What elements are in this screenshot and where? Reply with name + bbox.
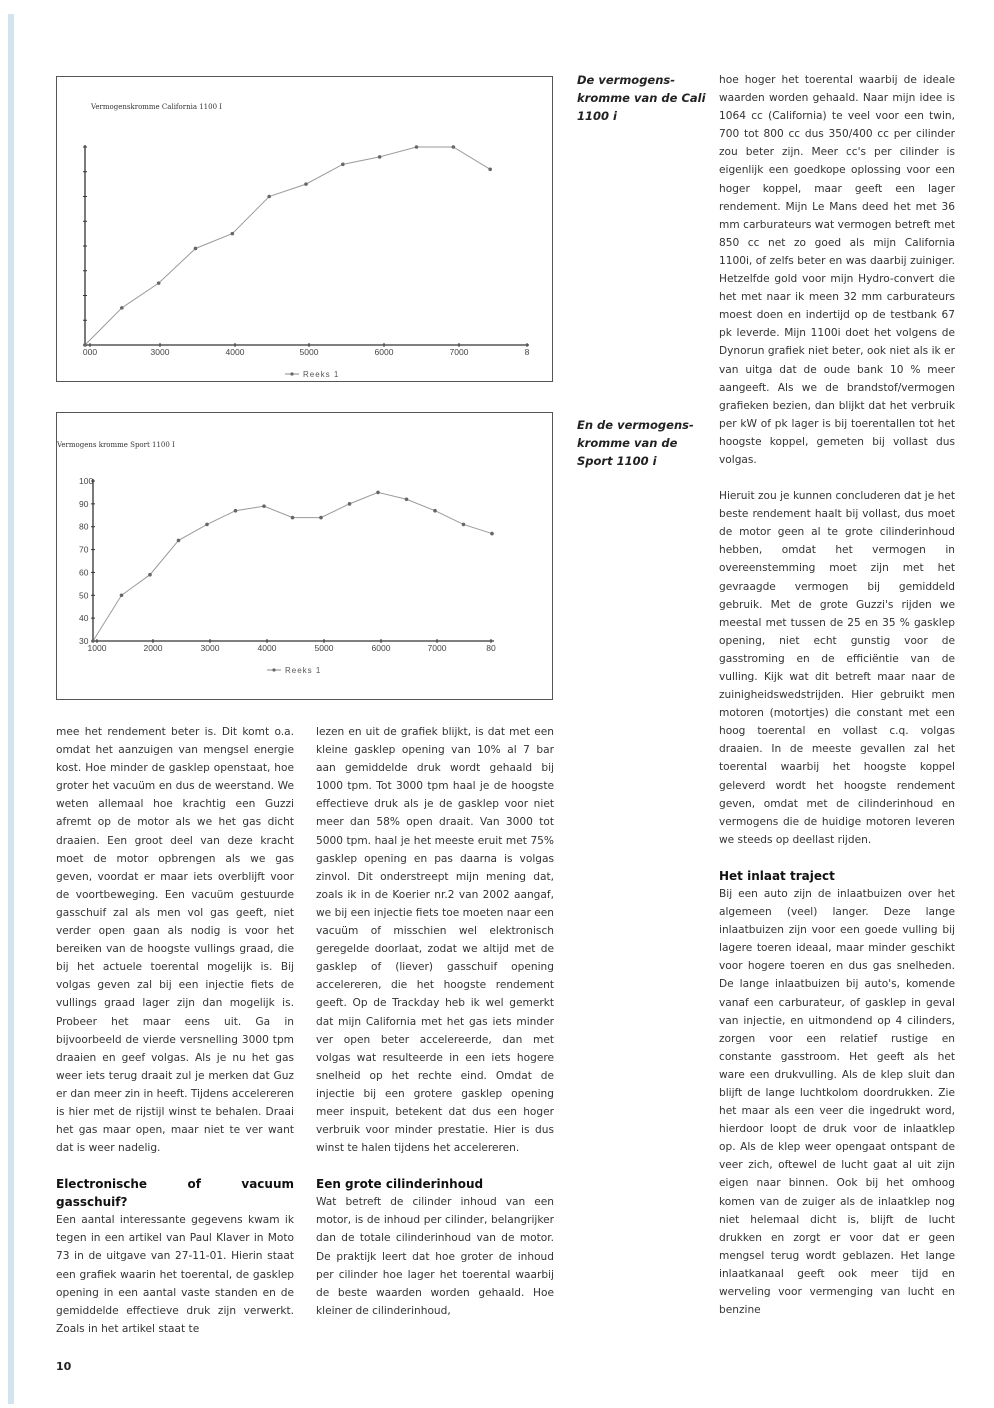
svg-text:8: 8	[524, 347, 530, 357]
chart-sport-1100i	[56, 412, 553, 700]
svg-text:2000: 2000	[143, 643, 163, 653]
svg-text:7000: 7000	[449, 347, 469, 357]
svg-text:Reeks 1: Reeks 1	[285, 666, 322, 675]
paragraph: Bij een auto zijn de inlaatbuizen over het algemeen (veel) langer. Deze lange inlaatbuizen zijn voor een goede vulling bij lagere toeren ideaal, maar minder geschikt voor hogere toeren en dus gas snelheden. De lange inlaatbuizen bij auto's, komende vanaf een carburateur, of gasklep in geval van injectie, en uitmondend op 4 cilinders, zorgen voor een relatief rustige en constante gasstroom. Het geeft als het ware een drukvulling. Als de klep sluit dan blijft de lange luchtkolom doordrukken. Zie het maar als een veer die ingedrukt word, hierdoor loopt de druk voor de inlaatklep op. Als de klep weer opengaat ontspant de veer zich, oftewel de lucht gaat al uit zijn eigen naar binnen. Ook bij het omhoog komen van de zuiger als de inlaatklep nog niet helemaal dicht is, blijft de lucht drukken en zorgt er voor dat er geen mengsel terug wordt geblazen. Het lange inlaatkanaal geeft ook meer tijd en werveling voor vermenging van lucht en benzine	[719, 887, 955, 1317]
svg-text:6000: 6000	[374, 347, 394, 357]
paragraph: Een aantal interessante gegevens kwam ik tegen in een artikel van Paul Klaver in Moto 73 in de uitgave van 27-11-01. Hierin staat een grafiek waarin het toerental, de gasklep opening in een aantal vaste standen en de gemiddelde effectieve druk zijn verwerkt. Zoals in het artikel staat te	[56, 1214, 294, 1335]
svg-text:60: 60	[79, 567, 89, 578]
svg-text:7000: 7000	[427, 643, 447, 653]
article-column-middle	[316, 723, 554, 1338]
section-heading: Het inlaat traject	[719, 868, 835, 883]
svg-text:000: 000	[82, 347, 98, 357]
paragraph: mee het rendement beter is. Dit komt o.a. omdat het aanzuigen van mengsel energie kost. Hoe minder de gasklep openstaat, hoe groter het vacuüm en dus de weerstand. We weten allemaal hoe krachtig een Guzzi afremt op de motor als we het gas dicht draaien. Een groot deel van deze kracht moet de motor opbrengen als we gas geven, voordat er maar iets overblijft voor de voortbeweging. Een vacuüm gestuurde gasschuif zal als men vol gas geeft, niet verder open gaan als nodig is voor het bereiken van de hoogste vullings graad, die bij het actuele toerental mogelijk is. Bij volgas geven zal bij een injectie fiets de vullings graad lager zijn dan mogelijk is. Probeer het maar eens uit. Ga in bijvoorbeeld de vierde versnelling 3000 tpm draaien en geef volgas. Als je nu het gas weer iets terug draait zul je merken dat Guz er dan meer zin in heeft. Tijdens accelereren is hier met de rijstijl winst te behalen. Draai het gas maar open, maar niet te ver want dat is weer nadelig.	[56, 726, 294, 1155]
svg-text:90: 90	[79, 498, 89, 509]
paragraph: hoe hoger het toerental waarbij de ideale waarden worden gehaald. Naar mijn idee is 1064 cc (California) te veel voor een twin, 700 tot 800 cc dus 350/400 cc per cilinder zou beter zijn. Meer cc's per cilinder is eigenlijk een goedkope oplossing voor een hoger koppel, maar geeft een lager rendement. Mijn Le Mans deed het met 36 mm carburateurs wat vermogen betreft met 850 cc net zo goed als mijn California 1100i, of zelfs beter en was daarbij zuiniger. Hetzelfde gold voor mijn Hydro-convert die het met naar ik meen 32 mm carburateurs moest doen en indertijd op de testbank 67 pk leverde. Mijn 1100i doet het volgens de Dynorun grafiek niet beter, ook niet als ik er van uitga dat de oude bank 10 % meer aangeeft. Als we de brandstof/vermogen grafieken bezien, dan blijkt dat het verbruik per kW of pk lager is bij toerentallen tot het hoogste koppel, gemeten bij vollast dus volgas.	[719, 74, 955, 466]
page-number: 10	[56, 1360, 72, 1373]
article-column-left	[56, 723, 294, 1356]
chart-title: Vermogens kromme Sport 1100 I	[57, 441, 175, 449]
svg-text:4000: 4000	[257, 643, 277, 653]
section-heading: Electronische of vacuum gasschuif?	[56, 1177, 294, 1210]
section-heading: Een grote cilinderinhoud	[316, 1177, 484, 1192]
svg-text:80: 80	[486, 643, 496, 653]
svg-text:40: 40	[79, 613, 89, 624]
line-chart-sport	[57, 413, 554, 701]
article-column-right	[719, 71, 955, 1337]
svg-text:Reeks 1: Reeks 1	[303, 370, 340, 379]
svg-text:3000: 3000	[200, 643, 220, 653]
chart-caption-cali: De vermogens-kromme van de Cali 1100 i	[577, 73, 706, 123]
paragraph: Wat betreft de cilinder inhoud van een motor, is de inhoud per cilinder, belangrijker dan de totale cilinderinhoud van de motor. De praktijk leert dat hoe groter de inhoud per cilinder hoe lager het toerental waarbij de beste waarden worden gehaald. Hoe kleiner de cilinderinhoud,	[316, 1196, 554, 1317]
chart-title: Vermogenskromme California 1100 I	[91, 103, 223, 111]
svg-text:100: 100	[79, 476, 94, 486]
paragraph: lezen en uit de grafiek blijkt, is dat met een kleine gasklep opening van 10% al 7 bar aan gemiddelde druk wordt gehaald bij 1000 tpm. Tot 3000 tpm haal je de hoogste effectieve druk als je de gasklep voor niet meer dan 58% open draait. Van 3000 tot 5000 tpm. haal je het meeste eruit met 75% gasklep opening en pas daarna is volgas zinvol. Dit onderstreept mijn mening dat, zoals ik in de Koerier nr.2 van 2002 aangaf, we bij een injectie fiets toe moeten naar een vacuüm of misschien wel elektronisch geregelde doorlaat, zodat we altijd met de gasklep of (liever) gasschuif opening accelereren, die het hoogste rendement geeft. Op de Trackday heb ik wel gemerkt dat mijn California met het gas iets minder ver open beter accelereerde, dan met volgas wat resulteerde in een iets hogere snelheid op het rechte eind. Omdat de injectie bij een grotere gasklep opening meer inspuit, betekent dat dus een hoger verbruik voor minder prestatie. Hier is dus winst te halen tijdens het accelereren.	[316, 726, 554, 1155]
svg-text:50: 50	[79, 590, 89, 601]
paragraph: Hieruit zou je kunnen concluderen dat je het beste rendement haalt bij vollast, dus moet de motor geen al te grote cilinderinhoud hebben, omdat het vermogen in overeenstemming moet zijn met het gevraagde vermogen bij gemiddeld gebruik. Met de grote Guzzi's rijden we meestal met tussen de 25 en 35 % gasklep opening, niet echt gunstig voor de gasstroming en de efficiëntie van de vulling. Kijk wat dit betreft maar naar de zuinigheidswedstrijden. Hier gebruikt men motoren (motortjes) die constant met een hoog toerental en vollast c.q. volgas draaien. In de meeste gevallen zal het toerental waarbij het hoogste koppel geleverd wordt het hoogste rendement geven, omdat met de cilinderinhoud en vermogens die de huidige motoren leveren we steeds op deellast rijden.	[719, 490, 955, 846]
svg-text:70: 70	[79, 544, 89, 555]
svg-text:5000: 5000	[314, 643, 334, 653]
svg-text:5000: 5000	[299, 347, 319, 357]
svg-text:1000: 1000	[87, 643, 107, 653]
page-edge-strip	[8, 14, 14, 1404]
svg-text:3000: 3000	[150, 347, 170, 357]
chart-caption-sport: En de vermogens-kromme van de Sport 1100 i	[577, 418, 694, 468]
svg-text:4000: 4000	[225, 347, 245, 357]
svg-text:30: 30	[79, 636, 89, 646]
svg-text:6000: 6000	[371, 643, 391, 653]
svg-text:80: 80	[79, 521, 89, 532]
chart-california-1100i	[56, 76, 553, 382]
line-chart-california	[57, 77, 554, 383]
